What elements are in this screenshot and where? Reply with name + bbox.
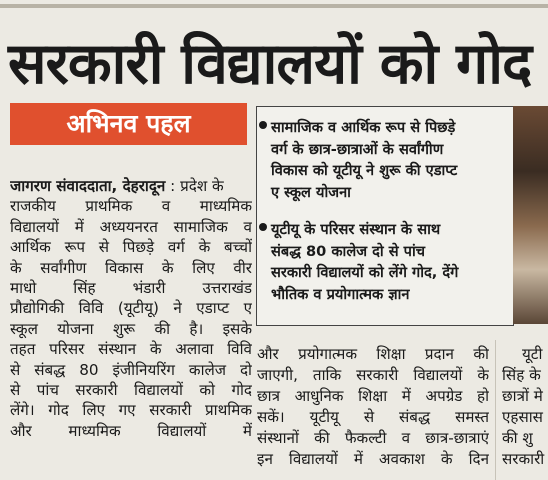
article-column-3 <box>502 344 548 470</box>
highlight-box <box>256 106 514 326</box>
body-line: सकें। यूटीयू से संबद्ध समस्त <box>257 408 489 426</box>
headline: सरकारी विद्यालयों को गोद <box>8 31 532 97</box>
body-line: जाएगी, ताकि सरकारी विद्यालयों के <box>257 366 489 384</box>
top-rule <box>0 4 548 8</box>
highlight-line: भौतिक व प्रयोगात्मक ज्ञान <box>271 285 410 303</box>
body-line: इन विद्यालयों में अवकाश के दिन <box>257 450 489 468</box>
section-banner: अभिनव पहल <box>10 103 247 145</box>
body-line: राजकीय प्राथमिक व माध्यमिक <box>10 197 252 216</box>
body-line: आर्थिक रूप से पिछड़े वर्ग के बच्चों <box>10 238 252 257</box>
highlight-line: यूटीयू के परिसर संस्थान के साथ <box>271 221 441 238</box>
body-line: की शु <box>502 429 533 447</box>
body-line-0 <box>10 176 252 196</box>
bullet-icon <box>259 223 267 231</box>
highlight-line: विकास को यूटीयू ने शुरू की एडाप्ट <box>271 162 458 180</box>
body-line: और प्रयोगात्मक शिक्षा प्रदान की <box>257 345 489 363</box>
body-line: यूटी <box>522 345 543 363</box>
article-photo <box>513 106 548 324</box>
body-line: से पांच सरकारी विद्यालयों को गोद <box>10 380 252 399</box>
body-line: सरकारी <box>502 450 545 468</box>
highlight-line: ए स्कूल योजना <box>271 183 351 201</box>
bullet-icon <box>259 121 267 129</box>
highlight-line: सामाजिक व आर्थिक रूप से पिछड़े <box>271 119 456 136</box>
highlight-bullet <box>271 117 511 203</box>
byline: जागरण संवाददाता, देहरादून <box>10 177 166 195</box>
body-line: स्कूल योजना शुरू की है। इसके <box>10 319 252 338</box>
body-line: विद्यालयों में अध्ययनरत सामाजिक व <box>10 217 252 236</box>
body-line: छात्र आधुनिक शिक्षा में अपग्रेड हो <box>257 387 489 405</box>
body-line: के सर्वांगीण विकास के लिए वीर <box>10 258 252 277</box>
column-divider <box>495 340 496 480</box>
article-column-1 <box>10 176 252 441</box>
highlight-line: सरकारी विद्यालयों को लेंगे गोद, देंगे <box>271 264 459 282</box>
body-line: संस्थानों की फैकल्टी व छात्र-छात्राएं <box>257 429 489 447</box>
body-line: माधो सिंह भंडारी उत्तराखंड <box>10 278 252 297</box>
body-line: प्रौद्योगिकी विवि (यूटीयू) ने एडाप्ट ए <box>10 299 252 318</box>
article-column-2 <box>257 344 489 470</box>
highlight-line: संबद्ध 80 कालेज दो से पांच <box>271 242 426 260</box>
body-line: सिंह के <box>502 366 541 384</box>
highlight-bullet <box>271 219 511 305</box>
highlight-line: वर्ग के छात्र-छात्राओं के सर्वांगीण <box>271 140 444 158</box>
body-line: से संबद्ध 80 इंजीनियरिंग कालेज दो <box>10 360 252 379</box>
body-line: लेंगे। गोद लिए गए सरकारी प्राथमिक <box>10 401 252 420</box>
body-line: और माध्यमिक विद्यालयों में <box>10 421 252 440</box>
body-line: तहत परिसर संस्थान के अलावा विवि <box>10 340 252 359</box>
body-text: : प्रदेश के <box>165 177 224 195</box>
body-line: छात्रों मे <box>502 387 543 405</box>
body-line: एहसास <box>502 408 543 426</box>
